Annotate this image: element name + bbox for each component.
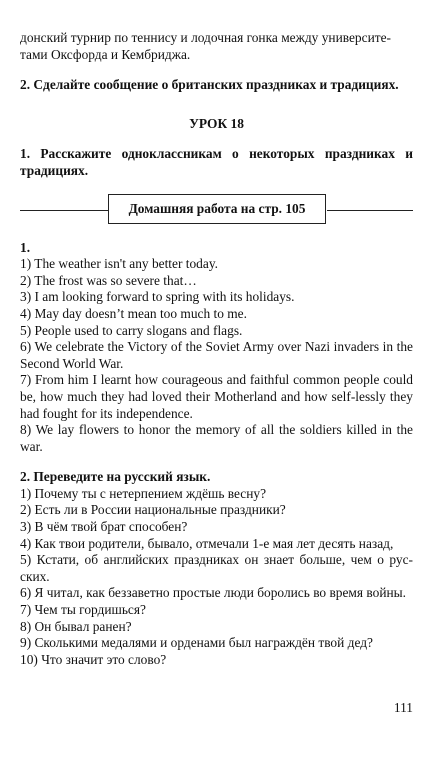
page-content [20,30,413,668]
exercise-1-list [20,256,413,455]
lesson-task-1: 1. Расскажите одноклассникам о некоторых праздниках и традициях. [20,146,413,178]
exercise-2-heading: 2. Переведите на русский язык. [20,469,211,485]
exercise-1-item: 7) From him I learnt how courageous and faithful common people could be, how much they had loved their Motherland and how self-lessly they had fought for its independence. [20,372,413,421]
exercise-2-item: 6) Я читал, как беззаветно простые люди боролись во время войны. [20,585,407,601]
exercise-2-item: 1) Почему ты с нетерпением ждёшь весну? [20,485,267,501]
exercise-1-heading: 1. [20,239,31,255]
exercise-2-item: 3) В чём твой брат способен? [20,519,188,535]
exercise-2-item: 2) Есть ли в России национальные праздники? [20,502,286,518]
lesson-title: УРОК 18 [189,115,244,131]
exercise-1-item: 3) I am looking forward to spring with its holidays. [20,289,295,305]
exercise-2-item: 4) Как твои родители, бывало, отмечали 1-е мая лет десять назад, [20,535,394,551]
exercise-1-item: 1) The weather isn't any better today. [20,256,218,272]
homework-box: Домашняя работа на стр. 105 [108,194,326,224]
exercise-1-item: 4) May day doesn’t mean too much to me. [20,305,247,321]
exercise-1-item: 2) The frost was so severe that… [20,272,197,288]
exercise-2-item: 8) Он бывал ранен? [20,618,132,634]
exercise-1-item: 8) We lay flowers to honor the memory of all the soldiers killed in the war. [20,422,413,454]
exercise-2-item: 5) Кстати, об английских праздниках он знает больше, чем о рус-ских. [20,552,413,584]
page-number: 111 [393,700,413,715]
exercise-2-item: 7) Чем ты гордишься? [20,602,146,618]
previous-task-2: 2. Сделайте сообщение о британских праздниках и традициях. [20,77,399,93]
exercise-2-list [20,486,413,669]
homework-banner [20,194,413,226]
intro-line-1: донский турнир по теннису и лодочная гонка между университе- [20,30,391,45]
exercise-1-item: 6) We celebrate the Victory of the Soviet Army over Nazi invaders in the Second World War. [20,339,413,371]
exercise-1-item: 5) People used to carry slogans and flags. [20,322,243,338]
divider-right [327,210,413,211]
intro-line-2: тами Оксфорда и Кембриджа. [20,46,191,62]
divider-left [20,210,108,211]
exercise-2-item: 10) Что значит это слово? [20,651,167,667]
exercise-2-item: 9) Сколькими медалями и орденами был награждён твой дед? [20,635,373,651]
